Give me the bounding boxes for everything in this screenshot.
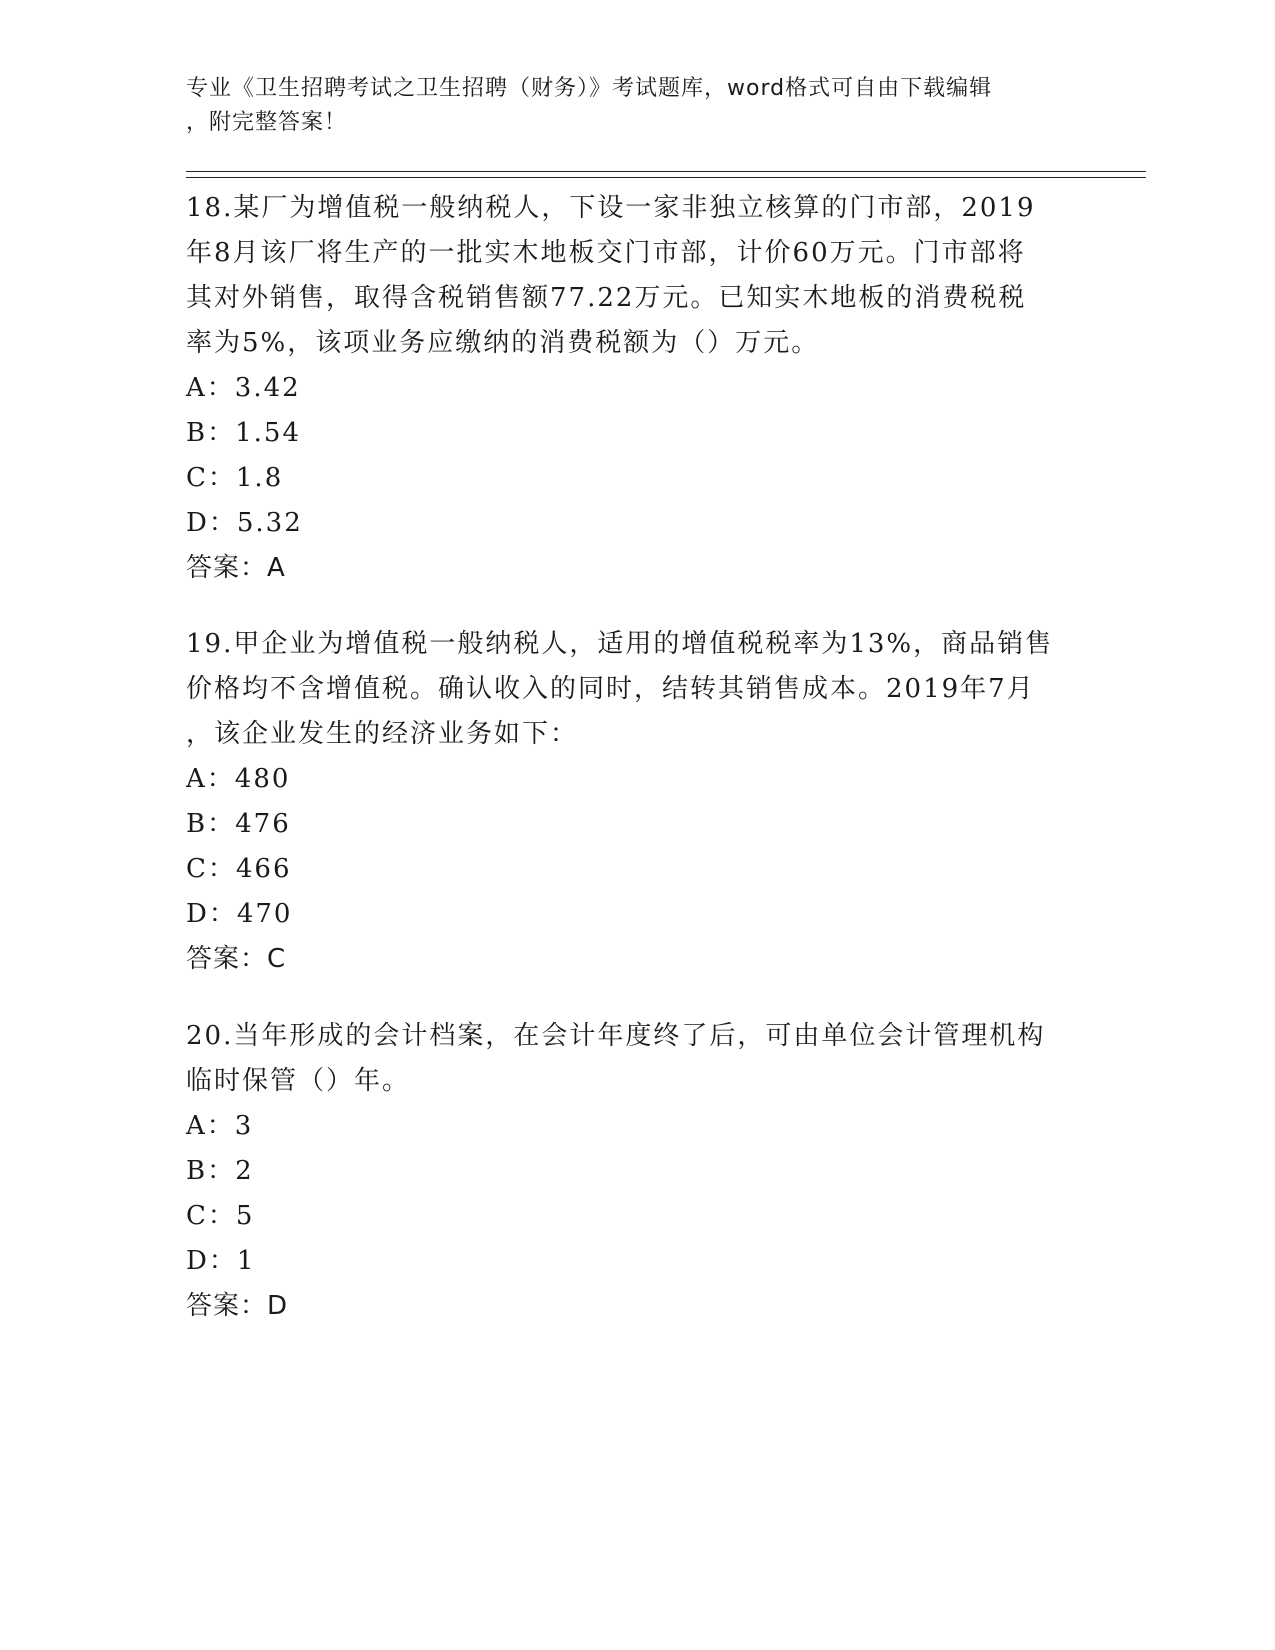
header-rule-top — [186, 171, 1146, 172]
question-stem-line: ，该企业发生的经济业务如下： — [186, 719, 579, 749]
option-a: A：3 — [186, 1111, 254, 1141]
header-line-2: ，附完整答案！ — [186, 110, 348, 135]
question-20 — [186, 1014, 1066, 1329]
option-c: C：5 — [186, 1201, 255, 1231]
question-stem-line: 年8月该厂将生产的一批实木地板交门市部，计价60万元。门市部将 — [186, 238, 1026, 268]
question-stem-line: 率为5%，该项业务应缴纳的消费税额为（）万元。 — [186, 328, 820, 358]
question-19 — [186, 622, 1066, 982]
option-b: B：2 — [186, 1156, 254, 1186]
header-line-1: 专业《卫生招聘考试之卫生招聘（财务）》考试题库，word格式可自由下载编辑 — [186, 76, 993, 101]
question-stem-line: 其对外销售，取得含税销售额77.22万元。已知实木地板的消费税税 — [186, 283, 1027, 313]
option-c: C：1.8 — [186, 463, 284, 493]
question-stem-line: 19.甲企业为增值税一般纳税人，适用的增值税税率为13%，商品销售 — [186, 629, 1054, 659]
question-stem-line: 20.当年形成的会计档案，在会计年度终了后，可由单位会计管理机构 — [186, 1021, 1046, 1051]
option-d: D：470 — [186, 899, 293, 929]
option-a: A：480 — [186, 764, 291, 794]
question-stem-line: 18.某厂为增值税一般纳税人，下设一家非独立核算的门市部，2019 — [186, 193, 1036, 223]
option-c: C：466 — [186, 854, 292, 884]
question-stem-line: 临时保管（）年。 — [186, 1066, 411, 1096]
option-d: D：5.32 — [186, 508, 303, 538]
header-rule-bottom — [186, 177, 1146, 178]
answer-line: 答案：C — [186, 944, 287, 974]
option-a: A：3.42 — [186, 373, 301, 403]
option-b: B：1.54 — [186, 418, 301, 448]
option-b: B：476 — [186, 809, 291, 839]
answer-line: 答案：D — [186, 1291, 289, 1321]
option-d: D：1 — [186, 1246, 256, 1276]
question-18 — [186, 186, 1066, 591]
answer-line: 答案：A — [186, 553, 286, 583]
question-stem-line: 价格均不含增值税。确认收入的同时，结转其销售成本。2019年7月 — [186, 674, 1035, 704]
document-header — [186, 72, 1066, 140]
